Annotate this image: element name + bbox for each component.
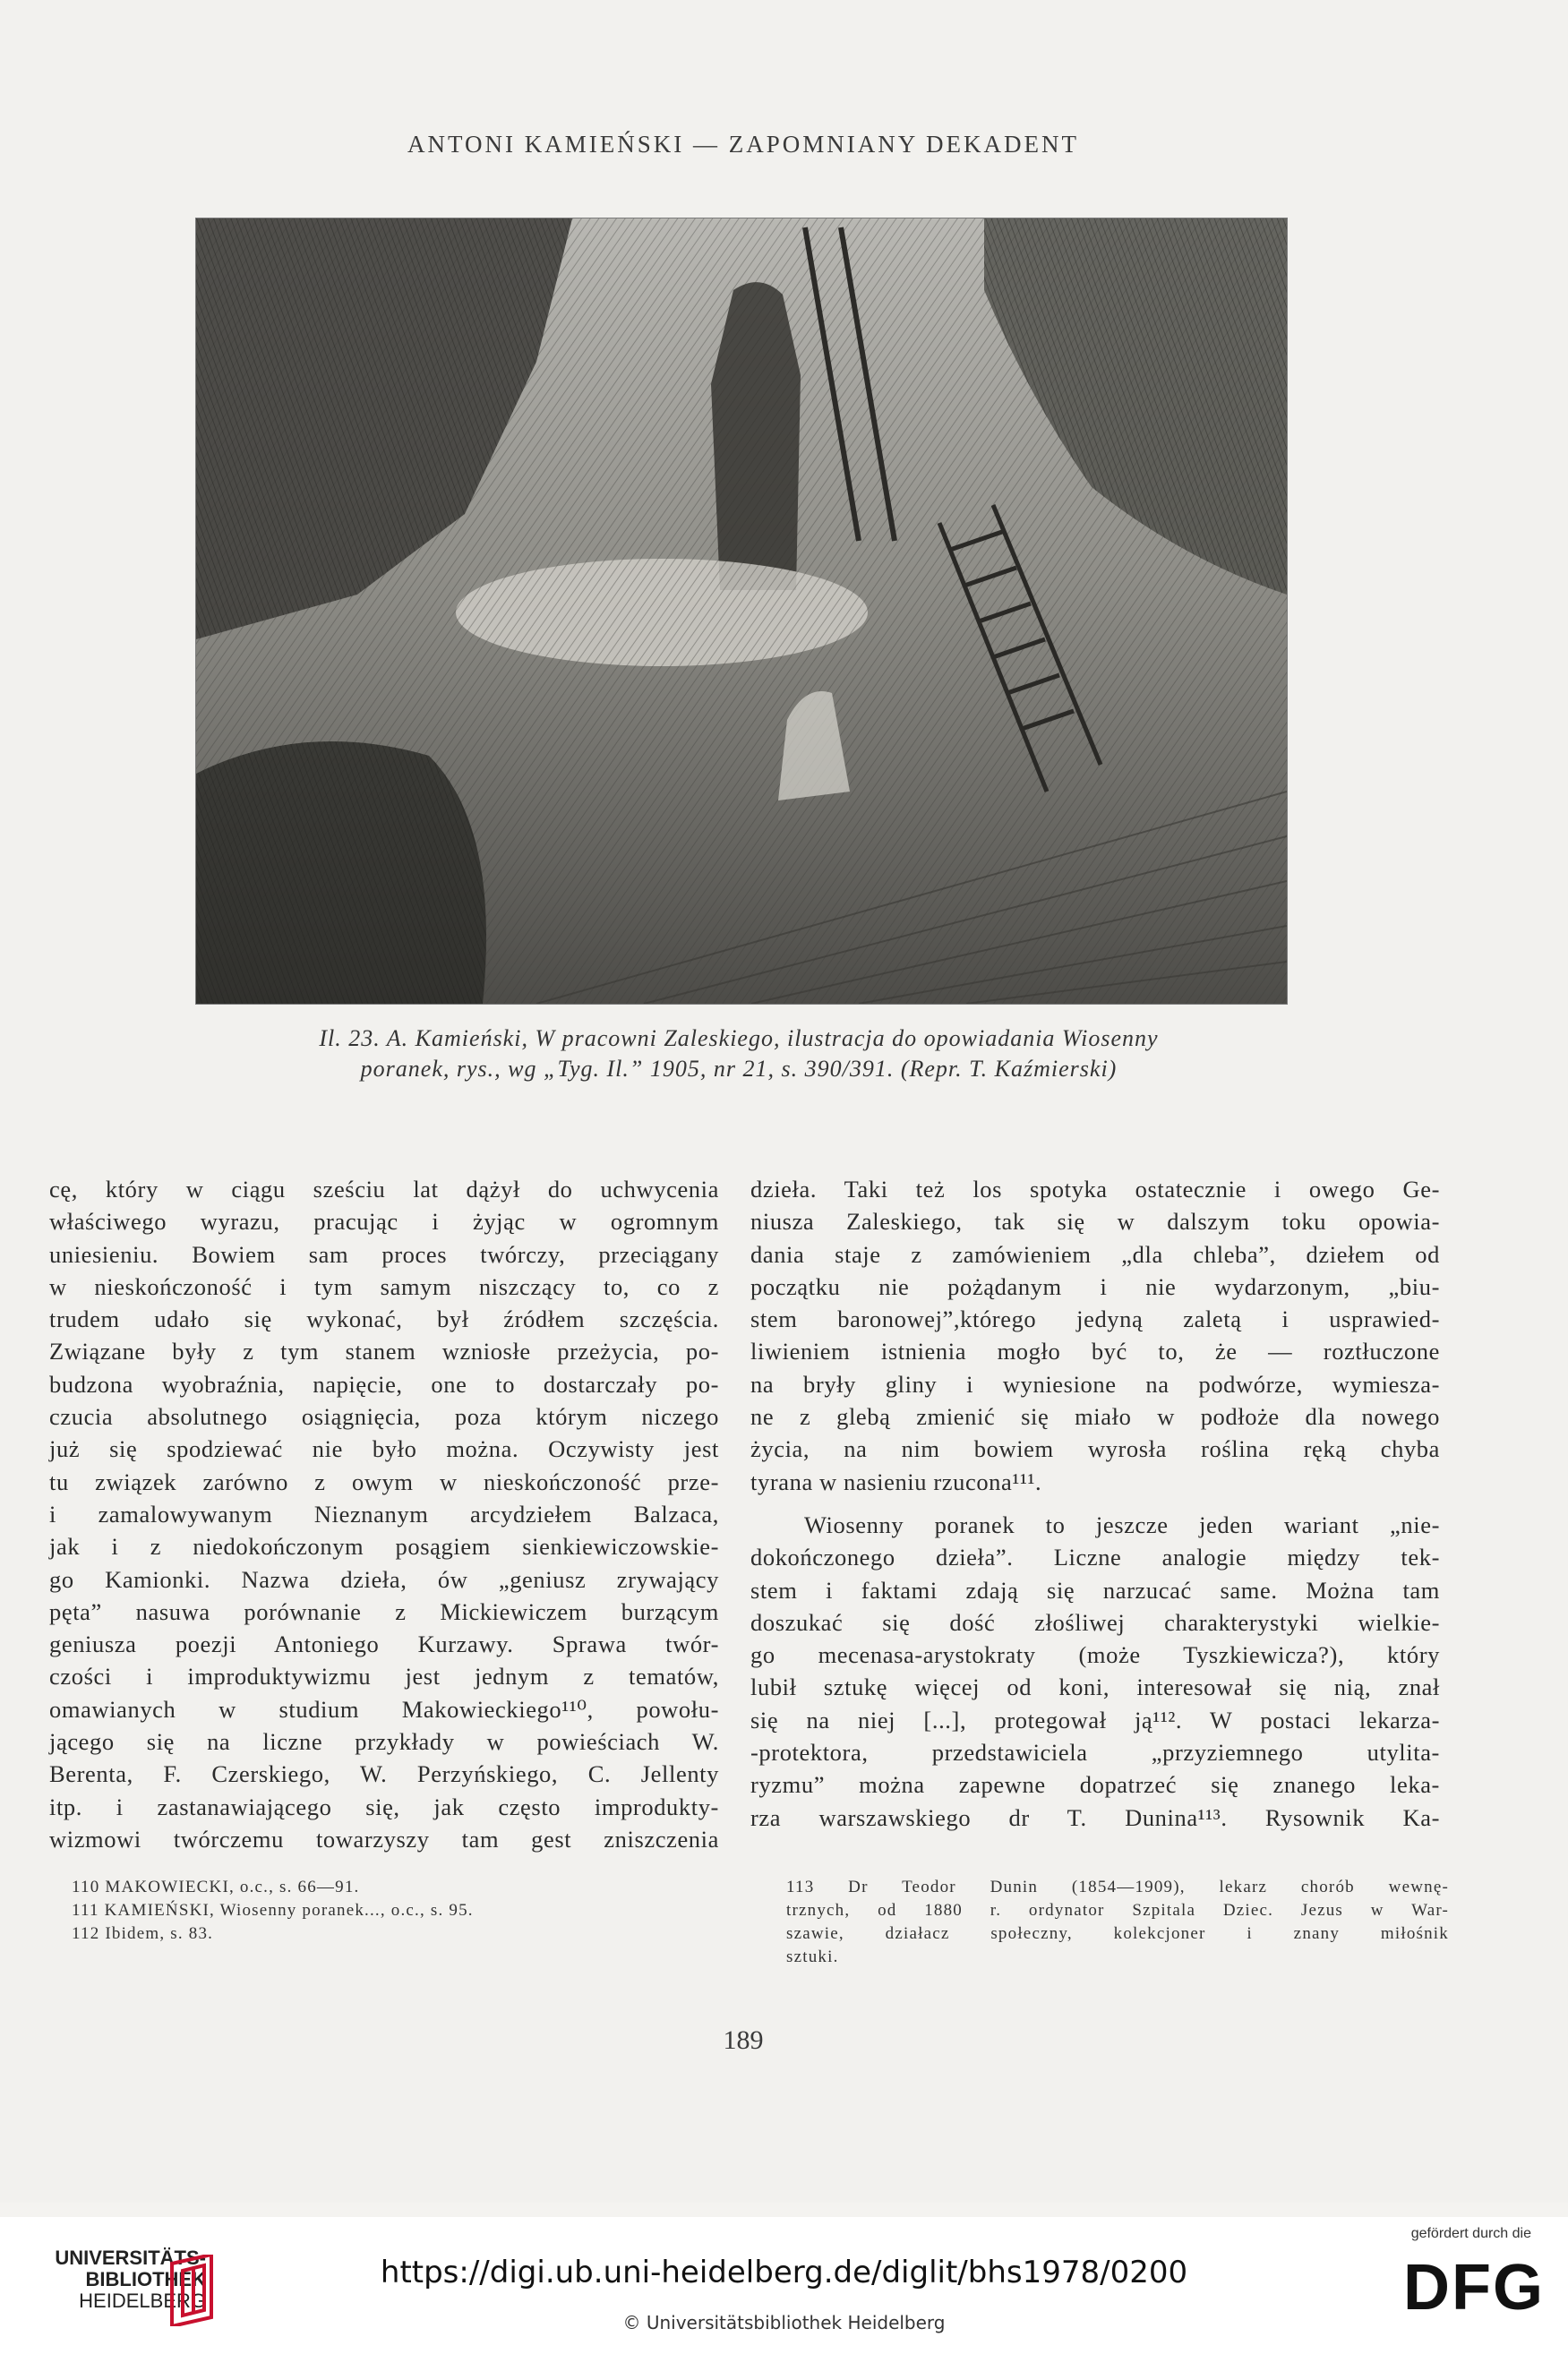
- text-line: geniusza poezji Antoniego Kurzawy. Sprawa twór-: [49, 1631, 719, 1658]
- footnote-line: szawie, działacz społeczny, kolekcjoner i znany miłośnik: [786, 1924, 1449, 1943]
- etching-drawing: [196, 218, 1287, 1004]
- library-name-line: BIBLIOTHEK: [85, 2268, 206, 2290]
- footnote: 110 MAKOWIECKI, o.c., s. 66—91.: [72, 1878, 360, 1896]
- text-line: początku nie pożądanym i nie wydarzonym, „biu-: [750, 1272, 1440, 1300]
- text-line: Berenta, F. Czerskiego, W. Perzyńskiego, C. Jellenty: [49, 1760, 719, 1788]
- footnote-line: trznych, od 1880 r. ordynator Szpitala Dziec. Jezus w War-: [786, 1901, 1449, 1920]
- footnote: 112 Ibidem, s. 83.: [72, 1924, 214, 1943]
- text-line: omawianych w studium Makowieckiego¹¹⁰, powołu-: [49, 1695, 719, 1723]
- text-line: czości i improduktywizmu jest jednym z tematów,: [49, 1663, 719, 1691]
- illustration-caption: [206, 1023, 1272, 1084]
- text-line: liwieniem istnienia mogło być to, że — roztłuczone: [750, 1338, 1440, 1365]
- running-head: ANTONI KAMIEŃSKI — ZAPOMNIANY DEKADENT: [407, 131, 1079, 158]
- copyright-notice: © Universitätsbibliothek Heidelberg: [622, 2312, 946, 2333]
- text-line: Wiosenny poranek to jeszcze jeden wariant „nie-: [804, 1511, 1440, 1538]
- dfg-logo: DFG: [1403, 2252, 1545, 2324]
- footnote-line: sztuki.: [786, 1947, 839, 1966]
- text-line: itp. i zastanawiającego się, jak często improdukty-: [49, 1793, 719, 1820]
- text-line: ne z glebą zmienić się miało w podłoże dla nowego: [750, 1403, 1440, 1431]
- text-line: czucia absolutnego osiągnięcia, poza którym niczego: [49, 1403, 719, 1431]
- text-line: na bryły gliny i wyniesione na podwórze, wymiesza-: [750, 1370, 1440, 1398]
- library-name-line: UNIVERSITÄTS-: [55, 2247, 206, 2269]
- footnotes-left: [72, 1876, 681, 1946]
- text-line: życia, na nim bowiem wyrosła roślina ręką chyba: [750, 1435, 1440, 1463]
- text-line: Związane były z tym stanem wzniosłe przeżycia, po-: [49, 1338, 719, 1365]
- text-line: pęta” nasuwa porównanie z Mickiewiczem burzącym: [49, 1597, 719, 1625]
- caption-line: poranek, rys., wg „Tyg. Il.” 1905, nr 21, s. 390/391. (Repr. T. Kaźmierski): [360, 1056, 1118, 1082]
- text-line: niusza Zaleskiego, tak się w dalszym toku opowia-: [750, 1208, 1440, 1236]
- text-line: tu związek zarówno z owym w nieskończoność prze-: [49, 1468, 719, 1495]
- text-line: właściwego wyrazu, pracując i żyjąc w ogromnym: [49, 1208, 719, 1236]
- text-column-right: [750, 1173, 1440, 1834]
- text-line: jącego się na liczne przykłady w powieściach W.: [49, 1728, 719, 1756]
- text-line: w nieskończoność i tym samym niszczący to, co z: [49, 1272, 719, 1300]
- text-line: cę, który w ciągu sześciu lat dążył do uchwycenia: [49, 1176, 719, 1203]
- text-column-left: [49, 1173, 719, 1855]
- text-line: dzieła. Taki też los spotyka ostatecznie i owego Ge-: [750, 1176, 1440, 1203]
- text-line: się na niej [...], protegował ją¹¹². W postaci lekarza-: [750, 1706, 1440, 1733]
- text-line: budzona wyobraźnia, napięcie, one to dostarczały po-: [49, 1370, 719, 1398]
- text-line: go Kamionki. Nazwa dzieła, ów „geniusz zrywający: [49, 1565, 719, 1593]
- footnotes-right: [786, 1876, 1449, 1969]
- text-line: już się spodziewać nie było można. Oczywisty jest: [49, 1435, 719, 1463]
- page-number: 189: [723, 2025, 764, 2055]
- footnote: 111 KAMIEŃSKI, Wiosenny poranek..., o.c., s. 95.: [72, 1901, 474, 1920]
- permalink-url[interactable]: https://digi.ub.uni-heidelberg.de/diglit/bhs1978/0200: [380, 2255, 1188, 2290]
- text-line: wizmowi twórczemu towarzyszy tam gest zniszczenia: [49, 1825, 719, 1853]
- text-line: -protektora, przedstawiciela „przyziemnego utylita-: [750, 1739, 1440, 1767]
- caption-line: Il. 23. A. Kamieński, W pracowni Zaleskiego, ilustracja do opowiadania Wiosenny: [319, 1025, 1159, 1051]
- text-line: jak i z niedokończonym posągiem sienkiewiczowskie-: [49, 1533, 719, 1561]
- funding-note: gefördert durch die: [1410, 2226, 1531, 2241]
- text-line: ryzmu” można zapewne dopatrzeć się znanego leka-: [750, 1771, 1440, 1799]
- text-line: trudem udało się wykonać, był źródłem szczęścia.: [49, 1305, 719, 1333]
- text-line: stem i faktami zdają się narzucać same. Można tam: [750, 1576, 1440, 1604]
- text-line: dokończonego dzieła”. Liczne analogie między tek-: [750, 1544, 1440, 1571]
- illustration-image: [195, 218, 1288, 1005]
- text-line: lubił sztukę więcej od koni, interesował się nią, znał: [750, 1673, 1440, 1701]
- library-name-line: HEIDELBERG: [79, 2290, 206, 2312]
- text-line: stem baronowej”,którego jedyną zaletą i usprawied-: [750, 1305, 1440, 1333]
- footnote-line: 113 Dr Teodor Dunin (1854—1909), lekarz chorób wewnę-: [786, 1878, 1449, 1896]
- text-line: dania staje z zamówieniem „dla chleba”, dziełem od: [750, 1240, 1440, 1268]
- text-line: rza warszawskiego dr T. Dunina¹¹³. Rysownik Ka-: [750, 1803, 1440, 1831]
- text-line: tyrana w nasieniu rzucona¹¹¹.: [750, 1468, 1042, 1495]
- text-line: uniesieniu. Bowiem sam proces twórczy, przeciągany: [49, 1240, 719, 1268]
- text-line: go mecenasa-arystokraty (może Tyszkiewicza?), który: [750, 1641, 1440, 1669]
- text-line: doszukać się dość złośliwej charakterystyki wielkie-: [750, 1608, 1440, 1636]
- footer-bar: [0, 2217, 1568, 2354]
- text-line: i zamalowywanym Nieznanym arcydziełem Balzaca,: [49, 1500, 719, 1528]
